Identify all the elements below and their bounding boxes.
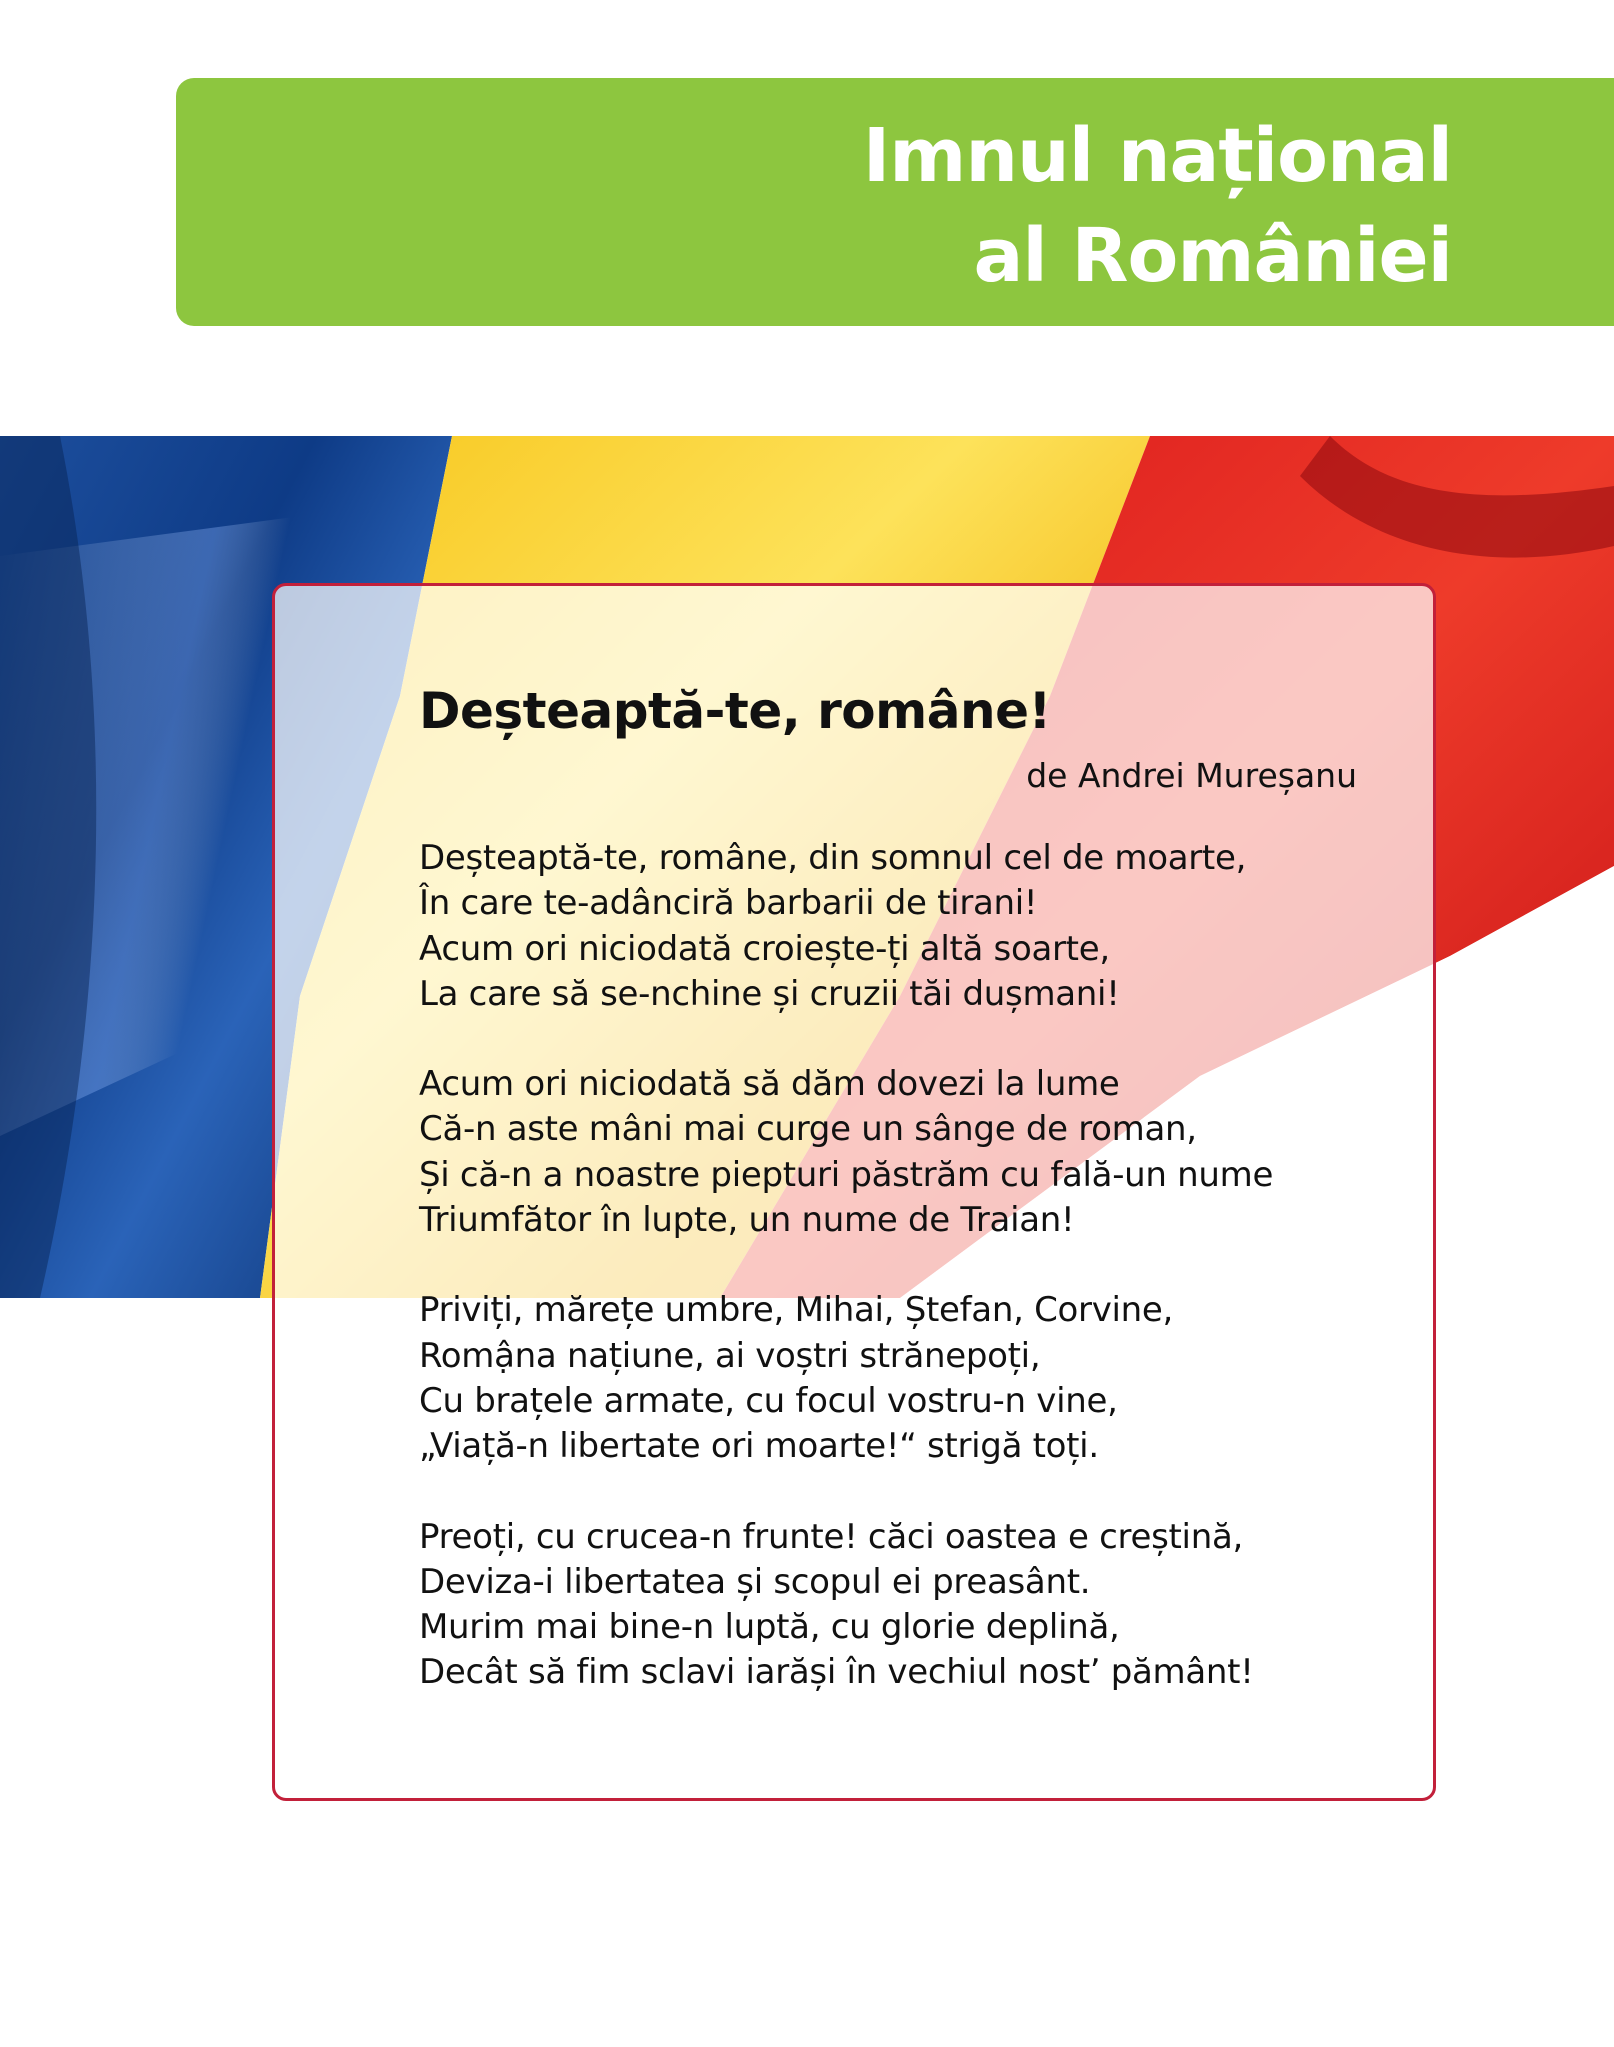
verse-line: Că-n aste mâni mai curge un sânge de roman, xyxy=(419,1109,1197,1150)
verse-line: Cu brațele armate, cu focul vostru-n vine, xyxy=(419,1380,1118,1421)
poem-title: Deșteaptă-te, române! xyxy=(419,682,1051,740)
verse-line: Și că-n a noastre piepturi păstrăm cu fală-un nume xyxy=(419,1154,1274,1195)
stanza-2 xyxy=(419,1062,1379,1243)
verse-line: Priviți, mărețe umbre, Mihai, Ștefan, Corvine, xyxy=(419,1290,1174,1331)
verse-line: Deviza-i libertatea și scopul ei preasânt. xyxy=(419,1561,1091,1602)
verse-line: Triumfător în lupte, un nume de Traian! xyxy=(419,1200,1075,1241)
page-title-line-2: al României xyxy=(973,213,1452,299)
poem-card xyxy=(272,583,1436,1801)
poem-author: de Andrei Mureșanu xyxy=(1026,756,1357,795)
verse-line: Deșteaptă-te, române, din somnul cel de moarte, xyxy=(419,838,1247,878)
verse-line: Acum ori niciodată să dăm dovezi la lume xyxy=(419,1064,1120,1105)
header-band xyxy=(176,78,1614,326)
stanza-4 xyxy=(419,1515,1379,1696)
verse-line: „Viață-n libertate ori moarte!“ strigă toți. xyxy=(419,1426,1099,1467)
poem-body xyxy=(419,836,1379,1741)
verse-line: Romậna națiune, ai voștri strănepoți, xyxy=(419,1335,1041,1376)
verse-line: Acum ori niciodată croiește-ți altă soarte, xyxy=(419,928,1110,969)
verse-line: În care te-adânciră barbarii de tirani! xyxy=(419,883,1038,924)
stanza-3 xyxy=(419,1288,1379,1469)
verse-line: Decât să fim sclavi iarăși în vechiul nost’ pământ! xyxy=(419,1652,1254,1693)
page-title xyxy=(863,106,1452,306)
stanza-1 xyxy=(419,836,1379,1017)
verse-line: Preoți, cu crucea-n frunte! căci oastea e creștină, xyxy=(419,1516,1243,1557)
page-title-line-1: Imnul național xyxy=(862,113,1452,199)
verse-line: Murim mai bine-n luptă, cu glorie deplină, xyxy=(419,1607,1120,1648)
verse-line: La care să se-nchine și cruzii tăi dușmani! xyxy=(419,973,1120,1014)
